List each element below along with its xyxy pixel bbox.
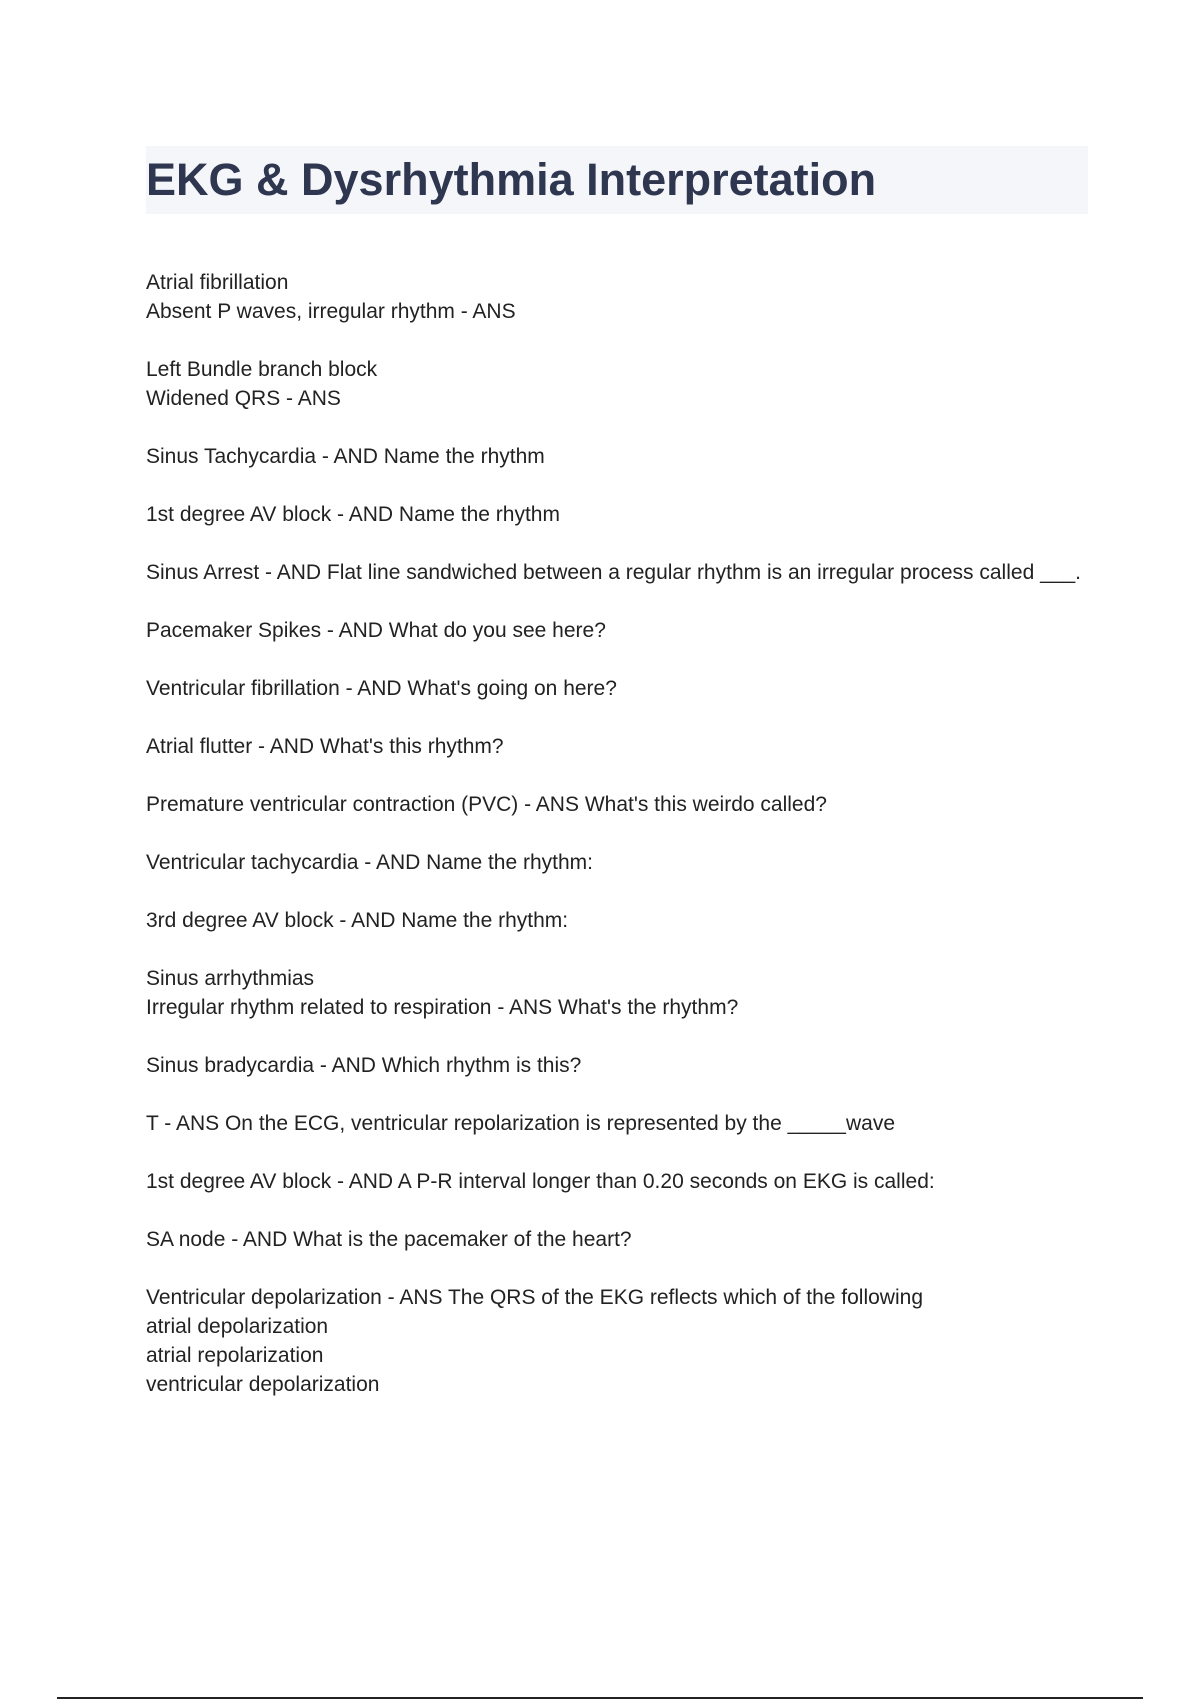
qa-line: SA node - AND What is the pacemaker of the heart? — [146, 1228, 632, 1251]
qa-item — [146, 355, 1092, 413]
qa-item — [146, 268, 1092, 326]
qa-item — [146, 790, 1092, 819]
footer-rule — [57, 1697, 1143, 1699]
qa-line: 3rd degree AV block - AND Name the rhythm: — [146, 909, 569, 932]
qa-line: Atrial flutter - AND What's this rhythm? — [146, 735, 504, 758]
page-title: EKG & Dysrhythmia Interpretation — [146, 154, 877, 205]
qa-line: Ventricular fibrillation - AND What's going on here? — [146, 677, 617, 700]
qa-item — [146, 1051, 1092, 1080]
qa-line: atrial repolarization — [146, 1344, 324, 1367]
qa-line: Atrial fibrillation — [146, 271, 289, 294]
qa-line: Ventricular tachycardia - AND Name the rhythm: — [146, 851, 594, 874]
qa-line: Left Bundle branch block — [146, 358, 378, 381]
qa-line: ventricular depolarization — [146, 1373, 380, 1396]
qa-line: Sinus bradycardia - AND Which rhythm is this? — [146, 1054, 582, 1077]
qa-item — [146, 1283, 1092, 1399]
qa-item — [146, 558, 1092, 587]
qa-item — [146, 442, 1092, 471]
qa-item — [146, 1225, 1092, 1254]
qa-line: Absent P waves, irregular rhythm - ANS — [146, 300, 516, 323]
qa-item — [146, 500, 1092, 529]
qa-item — [146, 616, 1092, 645]
qa-line: Irregular rhythm related to respiration - ANS What's the rhythm? — [146, 996, 739, 1019]
qa-line: Sinus Tachycardia - AND Name the rhythm — [146, 445, 545, 468]
qa-line: Premature ventricular contraction (PVC) - ANS What's this weirdo called? — [146, 793, 827, 816]
qa-line: Pacemaker Spikes - AND What do you see here? — [146, 619, 606, 642]
qa-line: Widened QRS - ANS — [146, 387, 341, 410]
qa-line: Sinus arrhythmias — [146, 967, 315, 990]
qa-line: Sinus Arrest - AND Flat line sandwiched between a regular rhythm is an irregular process called ___. — [146, 561, 1081, 584]
qa-line: Ventricular depolarization - ANS The QRS of the EKG reflects which of the following — [146, 1286, 923, 1309]
qa-line: 1st degree AV block - AND Name the rhythm — [146, 503, 560, 526]
qa-line: T - ANS On the ECG, ventricular repolarization is represented by the _____wave — [146, 1112, 895, 1135]
qa-item — [146, 848, 1092, 877]
qa-item — [146, 1109, 1092, 1138]
qa-line: atrial depolarization — [146, 1315, 329, 1338]
qa-item — [146, 964, 1092, 1022]
qa-line: 1st degree AV block - AND A P-R interval longer than 0.20 seconds on EKG is called: — [146, 1170, 935, 1193]
qa-item — [146, 1167, 1092, 1196]
qa-item — [146, 732, 1092, 761]
qa-list — [146, 268, 1092, 1428]
qa-item — [146, 906, 1092, 935]
qa-item — [146, 674, 1092, 703]
